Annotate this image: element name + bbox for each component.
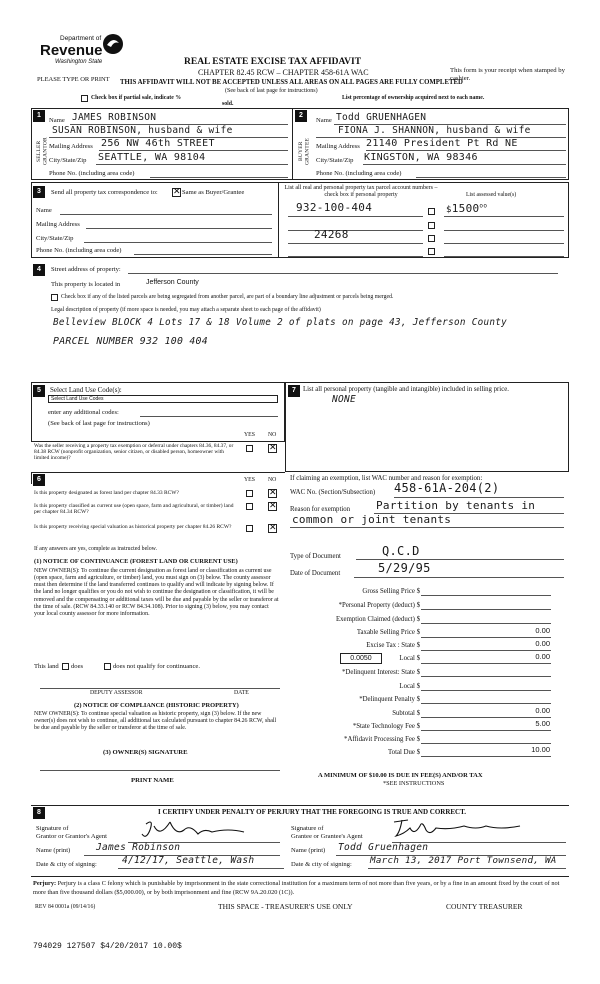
print-note: PLEASE TYPE OR PRINT xyxy=(37,76,110,83)
excise-state-label: Excise Tax : State $ xyxy=(366,642,420,649)
buyer-mail-label: Mailing Address xyxy=(316,143,360,150)
personal-property-value[interactable]: NONE xyxy=(332,394,357,405)
owner-signature-label: (3) OWNER(S) SIGNATURE xyxy=(103,749,188,756)
delinquent-local-label: Local $ xyxy=(399,683,420,690)
grantor-signature[interactable] xyxy=(140,816,260,842)
parcel-3-personal-checkbox[interactable] xyxy=(428,235,435,242)
forest-no-checkbox[interactable]: ✕ xyxy=(269,488,277,498)
parcel-1-personal-checkbox[interactable] xyxy=(428,208,435,215)
buyer-name-2[interactable]: FIONA J. SHANNON, husband & wife xyxy=(338,125,531,136)
section-2-marker: 2 xyxy=(295,110,307,122)
taxable-label: Taxable Selling Price $ xyxy=(356,629,420,636)
segregation-checkbox[interactable] xyxy=(51,294,58,301)
buyer-mail-value[interactable]: 21140 President Pt Rd NE xyxy=(366,138,518,149)
personal-property-label: List all personal property (tangible and intangible) included in selling price. xyxy=(303,386,509,393)
seller-name-2[interactable]: SUSAN ROBINSON, husband & wife xyxy=(52,125,233,136)
reason-label: Reason for exemption xyxy=(290,506,351,513)
perjury-notice xyxy=(33,880,569,897)
excise-local-label: Local $ xyxy=(399,655,420,662)
doc-type-value[interactable]: Q.C.D xyxy=(382,544,420,558)
seller-phone-label: Phone No. (including area code) xyxy=(49,170,135,177)
perjury-bold: Perjury: xyxy=(33,880,57,887)
form-chapter: CHAPTER 82.45 RCW – CHAPTER 458-61A WAC xyxy=(198,68,369,77)
section-4-marker: 4 xyxy=(33,264,45,276)
located-label: This property is located in xyxy=(51,281,121,288)
subtotal-value: 0.00 xyxy=(535,706,550,715)
grantee-date-label: Date & city of signing: xyxy=(291,861,352,868)
total-due-label: Total Due $ xyxy=(388,749,420,756)
deputy-assessor-label: DEPUTY ASSESSOR xyxy=(90,690,143,696)
notice-continuance-body: NEW OWNER(S): To continue the current designation as forest land or classification as current use (open space, farm and agriculture, or timber) land, you must sign on (3) below. The county assessor must then determine if the land transferred continues to qualify and will indicate by signing below. If the land no longer qualifies or you do not wish to continue the designation or classification, it will be removed and the compensating or additional taxes will be due and payable by the seller or transferor at the time of sale. (RCW 84.33.140 or RCW 84.34.108). Prior to signing (3) below, you may contact your local county assessor for more information. xyxy=(34,568,279,617)
grantee-sig-label-a: Signature of xyxy=(291,825,324,832)
sec5-yes: YES xyxy=(244,432,255,438)
subtotal-label: Subtotal $ xyxy=(392,710,420,717)
correspondence-label: Send all property tax correspondence to: xyxy=(51,189,158,196)
certify-statement: I CERTIFY UNDER PENALTY OF PERJURY THAT THE FOREGOING IS TRUE AND CORRECT. xyxy=(158,808,467,816)
grantor-date-label: Date & city of signing: xyxy=(36,861,97,868)
street-address-label: Street address of property: xyxy=(51,266,121,273)
section-8-marker: 8 xyxy=(33,807,45,819)
sec5-no: NO xyxy=(268,432,277,438)
seller-city-value[interactable]: SEATTLE, WA 98104 xyxy=(98,152,206,163)
dept-state: Washington State xyxy=(55,59,103,65)
doc-date-label: Date of Document xyxy=(290,570,341,577)
this-land-label: This land xyxy=(34,663,59,670)
exemption-no-checkbox[interactable]: ✕ xyxy=(269,443,277,453)
buyer-side-label: BUYER GRANTEE xyxy=(298,137,311,165)
print-name-label: PRINT NAME xyxy=(131,777,174,784)
section-1-marker: 1 xyxy=(33,110,45,122)
partial-sale-label: Check box if partial sale, indicate % xyxy=(91,95,182,101)
revenue-logo-icon xyxy=(102,33,124,55)
buyer-name-1[interactable]: Todd GRUENHAGEN xyxy=(336,112,427,123)
parcel-4-personal-checkbox[interactable] xyxy=(428,248,435,255)
forest-question: Is this property designated as forest land per chapter 84.33 RCW? xyxy=(34,490,179,496)
land-use-title: Select Land Use Code(s): xyxy=(50,386,122,394)
legal-description-line-2[interactable]: PARCEL NUMBER 932 100 404 xyxy=(53,336,208,347)
gross-label: Gross Selling Price $ xyxy=(362,588,420,595)
section-3-marker: 3 xyxy=(33,186,45,198)
assessor-date-label: DATE xyxy=(234,690,249,696)
grantor-sig-label-a: Signature of xyxy=(36,825,69,832)
reason-line-1[interactable]: Partition by tenants in xyxy=(376,499,536,512)
land-use-dropdown[interactable]: Select Land Use Codes xyxy=(48,395,278,403)
section-7-marker: 7 xyxy=(288,385,300,397)
wac-label: WAC No. (Section/Subsection) xyxy=(290,489,376,496)
same-as-buyer-label: Same as Buyer/Grantee xyxy=(182,189,245,196)
taxable-value: 0.00 xyxy=(535,626,550,635)
local-rate-field[interactable]: 0.0050 xyxy=(340,653,382,664)
grantee-name-print-label: Name (print) xyxy=(291,847,326,854)
notice-continuance-title: (1) NOTICE OF CONTINUANCE (FOREST LAND OR CURRENT USE) xyxy=(34,558,238,565)
assessed-value-1[interactable]: $\$1500^{oo}$ xyxy=(446,202,488,215)
minimum-notice: A MINIMUM OF $10.00 IS DUE IN FEE(S) AND/OR TAX xyxy=(318,772,483,779)
grantee-sig-label-b: Grantee or Grantee's Agent xyxy=(291,833,363,840)
doc-type-label: Type of Document xyxy=(290,553,341,560)
same-as-buyer-checkbox[interactable]: ✕ xyxy=(173,187,181,197)
assessed-label: List assessed value(s) xyxy=(466,192,517,198)
dept-small: Department of xyxy=(60,35,102,42)
dept-big: Revenue xyxy=(40,42,103,59)
legal-description-label: Legal description of property (if more space is needed, you may attach a separate sheet to each page of the affidavit) xyxy=(51,307,321,313)
county-treasurer: COUNTY TREASURER xyxy=(446,902,523,911)
form-title: REAL ESTATE EXCISE TAX AFFIDAVIT xyxy=(184,57,362,67)
reason-line-2[interactable]: common or joint tenants xyxy=(292,513,452,526)
legal-description-line-1[interactable]: Belleview BLOCK 4 Lots 17 & 18 Volume 2 of plats on page 43, Jefferson County xyxy=(53,317,508,328)
tech-fee-label: *State Technology Fee $ xyxy=(352,723,420,730)
excise-state-value: 0.00 xyxy=(535,639,550,648)
buyer-name-label: Name xyxy=(316,117,332,124)
sold-label: sold. xyxy=(222,101,234,107)
notice-compliance-body: NEW OWNER(S): To continue special valuation as historic property, sign (3) below. If the new owner(s) does not wish to continue, all additional tax calculated pursuant to chapter 84.26 RCW, shall be due and payable by the seller or transferor at the time of sale. xyxy=(34,711,277,732)
personal-deduct-label: *Personal Property (deduct) $ xyxy=(338,602,420,609)
land-does-not-label: does not qualify for continuance. xyxy=(113,663,200,670)
partial-sale-checkbox[interactable] xyxy=(81,95,88,102)
land-does-not-checkbox[interactable] xyxy=(104,663,111,670)
grantor-name-print-label: Name (print) xyxy=(36,847,71,854)
grantee-signature[interactable] xyxy=(390,816,530,842)
corr-city-label: City/State/Zip xyxy=(36,235,74,242)
seller-side-label: SELLER GRANTOR xyxy=(36,137,49,165)
grantor-name-print[interactable]: James Robinson xyxy=(96,842,181,853)
doc-date-value[interactable]: 5/29/95 xyxy=(378,561,431,575)
current-use-yes-checkbox[interactable] xyxy=(246,503,253,510)
corr-phone-label: Phone No. (including area code) xyxy=(36,247,122,254)
answers-note: If any answers are yes, complete as instructed below. xyxy=(34,546,157,552)
land-does-label: does xyxy=(71,663,84,670)
sec5-see-back: (See back of last page for instructions) xyxy=(48,420,150,427)
historic-yes-checkbox[interactable] xyxy=(246,525,253,532)
corr-name-label: Name xyxy=(36,207,52,214)
see-back-note: (See back of last page for instructions) xyxy=(225,88,318,94)
receipt-note: This form is your receipt when stamped by cashier. xyxy=(450,67,565,82)
buyer-phone-label: Phone No. (including area code) xyxy=(316,170,402,177)
parcels-label: List all real and personal property tax parcel account numbers – check box if personal property xyxy=(284,185,438,198)
historic-no-checkbox[interactable]: ✕ xyxy=(269,523,277,533)
current-use-question: Is this property classified as current use (open space, farm and agricultural, or timber) land per chapter 84.34 RCW? xyxy=(34,503,234,516)
tech-fee-value: 5.00 xyxy=(535,719,550,728)
forest-yes-checkbox[interactable] xyxy=(246,490,253,497)
ownership-note: List percentage of ownership acquired next to each name. xyxy=(342,95,485,101)
perjury-text: Perjury is a class C felony which is punishable by imprisonment in the state correctional institution for a maximum term of not more than five years, or by a fine in an amount fixed by the court of not more than five thousand dollars ($5,000.00), or by both imprisonment and fine (RCW 9A.20.020 (1C)). xyxy=(33,880,560,896)
land-does-checkbox[interactable] xyxy=(62,663,69,670)
seller-name-label: Name xyxy=(49,117,65,124)
grantor-sig-label-b: Grantor or Grantor's Agent xyxy=(36,833,107,840)
delinquent-penalty-label: *Delinquent Penalty $ xyxy=(359,696,420,703)
recording-stamp: 794029 127507 $4/20/2017 10.00$ xyxy=(33,942,182,951)
assessed-value-1-text[interactable]: 1500 xyxy=(451,202,480,215)
seller-city-label: City/State/Zip xyxy=(49,157,87,164)
section-6-marker: 6 xyxy=(33,474,45,486)
grantee-date-city[interactable]: March 13, 2017 Port Townsend, WA xyxy=(370,855,557,866)
buyer-city-label: City/State/Zip xyxy=(316,157,354,164)
exemption-yes-checkbox[interactable] xyxy=(246,445,253,452)
affidavit-fee-label: *Affidavit Processing Fee $ xyxy=(344,736,420,743)
exemption-claimed-label: Exemption Claimed (deduct) $ xyxy=(336,616,420,623)
wac-intro: If claiming an exemption, list WAC number and reason for exemption: xyxy=(290,475,483,482)
wac-value[interactable]: 458-61A-204(2) xyxy=(394,481,500,495)
grantee-name-print[interactable]: Todd Gruenhagen xyxy=(338,842,429,853)
warning-line: THIS AFFIDAVIT WILL NOT BE ACCEPTED UNLESS ALL AREAS ON ALL PAGES ARE FULLY COMPLETED xyxy=(120,79,463,86)
parcel-2[interactable]: 24268 xyxy=(314,228,349,241)
historic-question: Is this property receiving special valuation as historical property per chapter 84.26 RCW? xyxy=(34,524,232,530)
seller-name-1[interactable]: JAMES ROBINSON xyxy=(72,112,157,123)
exemption-question: Was the seller receiving a property tax exemption or deferral under chapters 84.36, 84.37, or 84.38 RCW (nonprofit organization, senior citizen, or disabled person, homeowner with limited income)? xyxy=(34,443,234,462)
corr-mail-label: Mailing Address xyxy=(36,221,80,228)
parcel-1[interactable]: 932-100-404 xyxy=(296,201,373,214)
section-5-marker: 5 xyxy=(33,385,45,397)
delinquent-interest-label: *Delinquent Interest: State $ xyxy=(342,669,420,676)
total-due-value: 10.00 xyxy=(531,745,550,754)
excise-local-value: 0.00 xyxy=(535,652,550,661)
current-use-no-checkbox[interactable]: ✕ xyxy=(269,501,277,511)
parcel-2-personal-checkbox[interactable] xyxy=(428,222,435,229)
segregation-label: Check box if any of the listed parcels are being segregated from another parcel, are part of a boundary line adjustment or parcels being merged. xyxy=(61,294,394,300)
buyer-city-value[interactable]: KINGSTON, WA 98346 xyxy=(364,152,478,163)
seller-mail-label: Mailing Address xyxy=(49,143,93,150)
treasurer-space: THIS SPACE - TREASURER'S USE ONLY xyxy=(218,902,353,911)
section-7-box xyxy=(285,382,569,472)
seller-mail-value[interactable]: 256 NW 46th STREET xyxy=(101,138,215,149)
sec6-yes: YES xyxy=(244,477,255,483)
county-value: Jefferson County xyxy=(146,279,199,286)
additional-codes-label: enter any additional codes: xyxy=(48,409,119,416)
notice-compliance-title: (2) NOTICE OF COMPLIANCE (HISTORIC PROPERTY) xyxy=(74,702,239,709)
grantor-date-city[interactable]: 4/12/17, Seattle, Wash xyxy=(122,855,255,866)
sec6-no: NO xyxy=(268,477,277,483)
see-instructions: *SEE INSTRUCTIONS xyxy=(383,780,445,787)
rev-number: REV 84 0001a (09/14/16) xyxy=(35,904,96,910)
